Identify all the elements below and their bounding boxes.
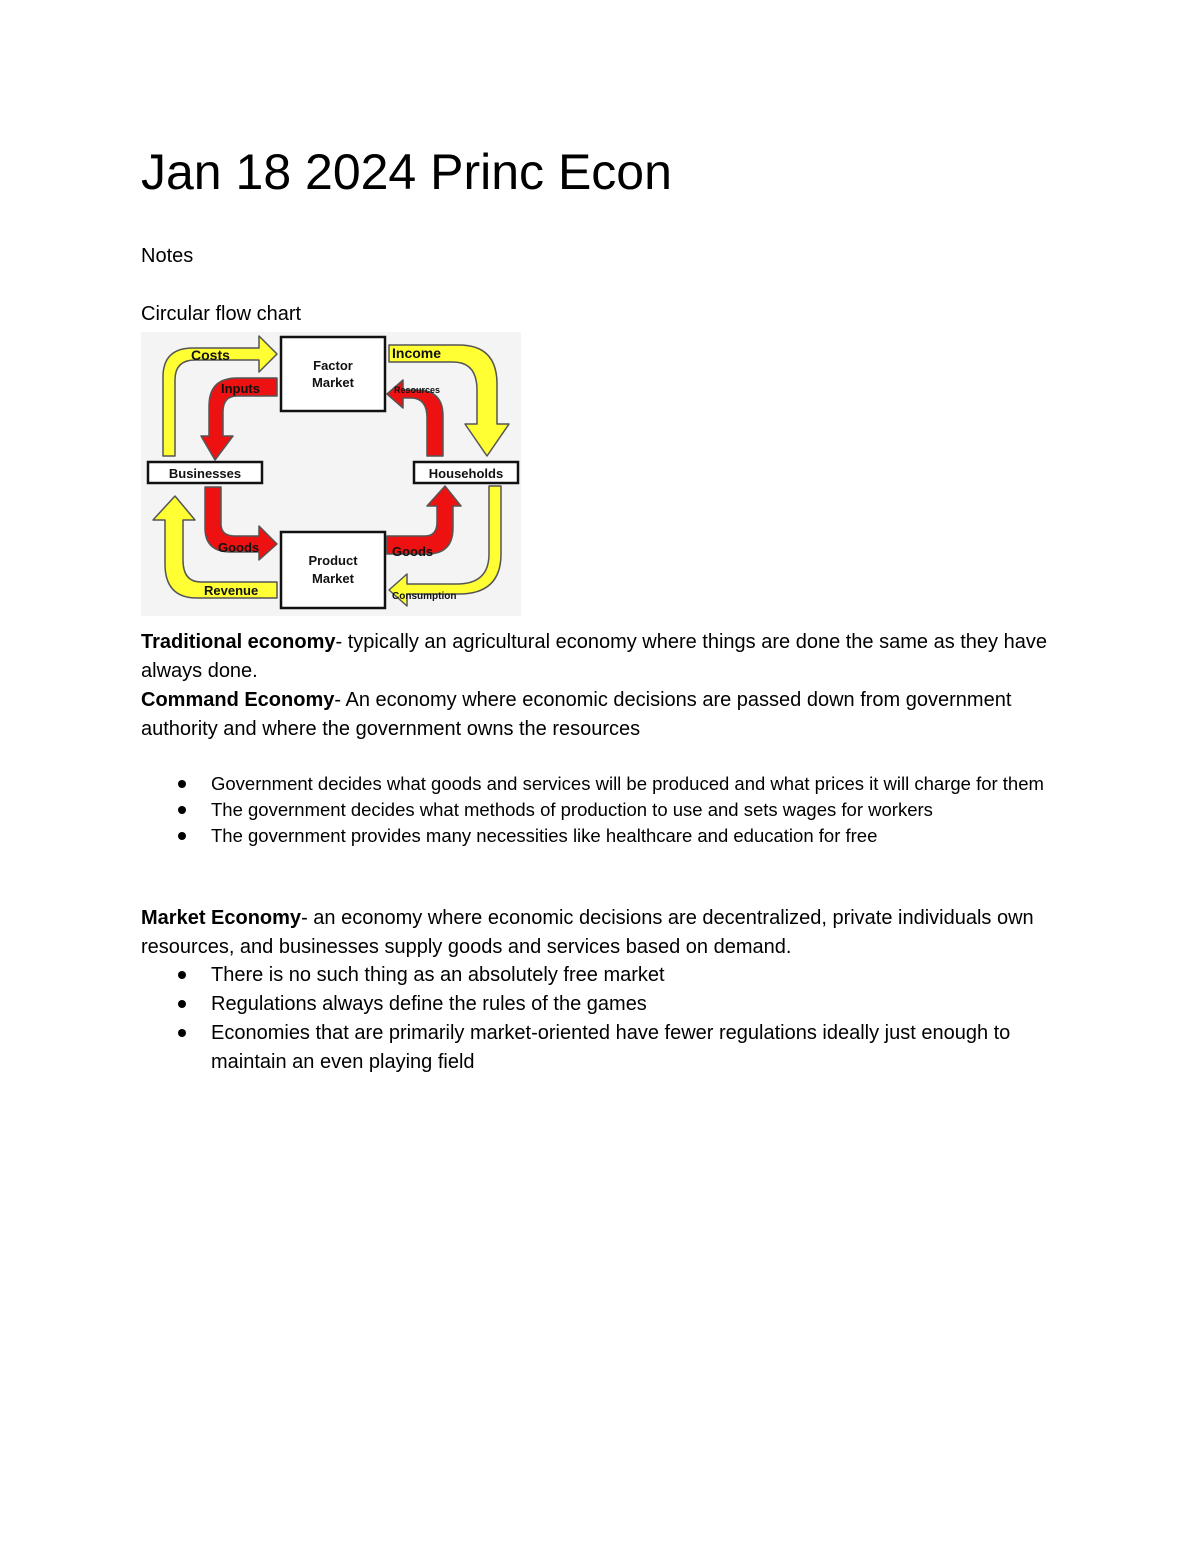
command-economy-paragraph <box>141 686 1071 743</box>
command-economy-list <box>141 771 1071 849</box>
page-title: Jan 18 2024 Princ Econ <box>141 144 672 200</box>
businesses-label: Businesses <box>168 466 242 481</box>
goods-right-label: Goods <box>392 544 434 559</box>
households-label: Households <box>428 466 504 481</box>
goods-left-label: Goods <box>218 540 260 555</box>
consumption-label: Consumption <box>392 591 457 602</box>
factor-market-label-2: Market <box>312 375 354 390</box>
traditional-economy-definition: - typically an agricultural economy where things are done the same as they have always done. <box>141 631 1047 682</box>
market-economy-term: Market Economy <box>141 907 302 929</box>
market-economy-list <box>141 961 1071 1077</box>
traditional-economy-term: Traditional economy <box>141 631 336 653</box>
factor-market-box <box>281 337 385 411</box>
notes-label: Notes <box>141 245 194 267</box>
costs-label: Costs <box>191 347 230 363</box>
market-economy-paragraph <box>141 904 1071 961</box>
diagram-caption: Circular flow chart <box>141 303 302 325</box>
list-item: Government decides what goods and services will be produced and what prices it will charge for them <box>141 771 1071 797</box>
product-market-box <box>281 532 385 608</box>
traditional-economy-paragraph <box>141 628 1071 685</box>
factor-market-label-1: Factor <box>313 358 353 373</box>
list-item: The government decides what methods of production to use and sets wages for workers <box>141 797 1071 823</box>
list-item: Regulations always define the rules of the games <box>141 990 1071 1019</box>
circular-flow-diagram <box>141 332 521 616</box>
product-market-label-2: Market <box>312 571 354 586</box>
income-label: Income <box>392 345 442 361</box>
market-economy-definition: - an economy where economic decisions are decentralized, private individuals own resources, and businesses supply goods and services based on demand. <box>141 907 1034 958</box>
resources-label: Resources <box>394 385 441 395</box>
list-item: The government provides many necessities like healthcare and education for free <box>141 823 1071 849</box>
list-item: Economies that are primarily market-oriented have fewer regulations ideally just enough to maintain an even playing field <box>141 1019 1071 1077</box>
revenue-label: Revenue <box>204 583 259 598</box>
list-item: There is no such thing as an absolutely free market <box>141 961 1071 990</box>
command-economy-term: Command Economy <box>141 689 335 711</box>
inputs-label: Inputs <box>221 381 260 396</box>
command-economy-definition: - An economy where economic decisions are passed down from government authority and where the government owns the resources <box>141 689 1012 740</box>
product-market-label-1: Product <box>308 553 358 568</box>
